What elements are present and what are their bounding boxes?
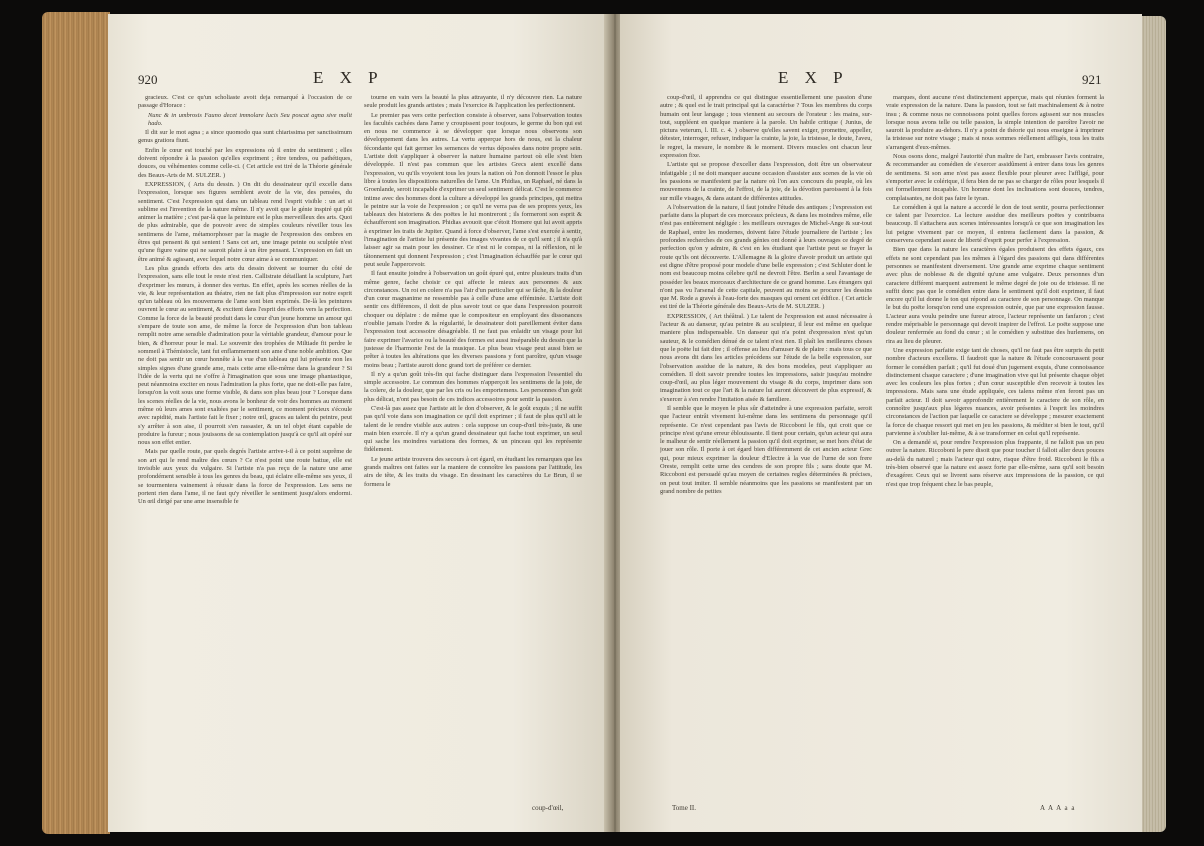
paragraph: A l'observation de la nature, il faut joindre l'étude des antiques ; l'expression est parfaite dans la plupart de ces morceaux précieux, & dans les moindres même, elle n'est pas entièrement négligée : les meilleurs ouvrages de Michel-Ange & sur-tout de Raphael, entre les modernes, doivent faire l'étude journaliere de l'artiste ; les profondes recherches de ces grands génies ont donné à leurs ouvrages ce degré de perfection qu'on y admire, & c'est en les étudiant que l'artiste peut se frayer la route qu'ils ont découverte. L'Allemagne & la gloire d'avoir produit un artiste qui est digne d'être proposé pour modele d'une belle expression ; c'est Schluter dont le nom est beaucoup moins célebre qu'il ne devroit l'être. Berlin a seul l'avantage de posséder les beaux morceaux d'architecture de ce grand homme. Les étrangers qui n'ont pas vu l'arsenal de cette capitale, peuvent au moins se procurer les dessins que M. Rode a gravés à l'eau-forte des masques qui ornent cet édifice. ( Cet article est tiré de la Théorie générale des Beaux-Arts de M. SULZER. ) (660, 203, 872, 311)
paragraph: Enfin le cœur est touché par les expressions où il entre du sentiment ; elles doivent répondre à la passion qu'elles expriment ; être tendres, ou pathétiques, douces, ou véhémentes comme celle-ci. ( Cet article est tiré de la Théorie générale des Beaux-Arts de M. SULZER. ) (138, 146, 352, 179)
paragraph: tourne en vain vers la beauté la plus attrayante, il n'y découvre rien. La nature seule produit les grands artistes ; mais l'exercice & l'application les perfectionnent. (364, 94, 582, 110)
paragraph: L'artiste qui se propose d'exceller dans l'expression, doit être un observateur infatigable ; il ne doit manquer aucune occasion d'assister aux scenes de la vie où les passions se manifestent par la nature où l'on aux concours du peuple, où les mouvemens de la crainte, de l'effroi, de la joie, de la dévotion paroissent à la fois sur mille visages, & dans autant de différentes attitudes. (660, 161, 872, 202)
right-page-number: 921 (1082, 72, 1102, 87)
right-page (620, 14, 1142, 832)
right-running-head: E X P (778, 68, 849, 87)
right-page-column-a (660, 94, 872, 800)
book-edge-right (1142, 16, 1166, 832)
paragraph: Il faut ensuite joindre à l'observation un goût épuré qui, entre plusieurs traits d'un même genre, fache choisir ce qui affecte le mieux aux personnes & aux circonstances. Un roi en colere n'a pas l'air d'un particulier qui se fâche, & la douleur d'un cœur magnanime ne ressemble pas à celle d'une ame efféminée. L'artiste doit sentir ces différences, il doit de plus savoir tout ce que dans l'expression pourroit choquer ou déplaire : de même que le compositeur en employant des dissonances n'oublie jamais l'ordre & la régularité, le dessinateur doit pareillement éviter dans l'expression tout accessoire désagréable. Il ne faut pas enlaidir un visage pour lui faire exprimer l'avarice ou la beauté des formes est aussi inséparable du dessin que la justesse de l'harmonie l'est de la musique. Le plus beau visage peut aussi bien se prêter à toutes les altérations que les diverses passions y font paroître, qu'un visage moins beau ; l'artiste auroit donc grand tort de préférer ce dernier. (364, 270, 582, 369)
paragraph: Bien que dans la nature les caractères égales produisent des effets égaux, ces effets ne sont cependant pas les mêmes à l'égard des passions qui dans différentes personnes se manifestent diversement. Une grande ame exprime chaque sentiment avec plus de noblesse & de dignité qu'une ame vulgaire. Deux personnes d'un caractere différent marquent autrement le même degré de joie ou de tristesse. Il ne suffit donc pas que le comédien entre dans le sentiment qu'il doit exprimer, il faut encore qu'il lui donne le ton qui répond au caractere de son personnage. On manque le but du poëte lorsqu'on rend une expression outrée, que par une expression fausse. L'acteur aura voulu peindre une fureur atroce, l'acteur représente un fanfaron ; c'est rendre méprisable le personnage qui devoit inspirer de l'effroi. Le poëte suppose une douleur renfermée au fond du cœur ; si le comédien y substitue des hurlemens, on rira au lieu de pleurer. (886, 246, 1104, 345)
paragraph: Il dit sur le mot agna ; a since quomodo qua sunt chiarissima per sanctissimum genus gratiora fiunt. (138, 129, 352, 145)
paragraph: Une expression parfaite exige tant de choses, qu'il ne faut pas être surpris du petit nombre d'acteurs excellens. Il faudroit que la nature & l'étude concourussent pour former le comédien parfait ; qu'il fut doué d'un jugement exquis, d'une connoissance distinctement chaque caractere ; d'une imagination vive qui lui présente chaque objet avec les couleurs les plus fortes ; d'un cœur susceptible d'en recevoir à toutes les impressions. Mais sans une étude appliquée, ces talens même n'en feront pas un parfait acteur. Il doit savoir approfondir entièrement le caractere de son rôle, en connoître jusqu'aux plus légeres nuances, avoir présentes à l'esprit les moindres circonstances de l'action par laquelle ce caractere se développe ; mesurer exactement la force de chaque ressort qui met en jeu les passions, & méditer si bien le tout, qu'il parvienne à s'oublier lui-même, & à se transformer en celui qu'il représente. (886, 346, 1104, 437)
paragraph: EXPRESSION, ( Arts du dessin. ) On dit du dessinateur qu'il excelle dans l'expression, lorsque ses figures semblent avoir de la vie, des pensées, du sentiment. C'est l'expression qui dans un tableau rend l'esprit visible : un art si sublime est l'invention de la nature même. Il n'y avoit que le génie inspiré qui pût animer la matière ; c'est par-là que la peinture est le plus merveilleux des arts. Quoi de plus admirable, que de pouvoir avec de simples couleurs réveiller tous les sentimens de l'ame, métamorphoser par la magie de l'expression des ombres en êtres qui pensent & qui sentent ! Sans cet art, une image peinte ou sculptée n'est qu'une figure vaine qui ne sauroit plaire à un être pensant. L'expression en fait un être animé & agissant, avec lequel notre cœur aime à se communiquer. (138, 180, 352, 263)
left-page-column-b (364, 94, 582, 800)
paragraph: Le jeune artiste trouvera des secours à cet égard, en étudiant les remarques que les grands maîtres ont faites sur la maniere de connoître les passions par l'attitude, les airs de tête, & les traits du visage. En dessinant les caractères du Le Brun, il se formera le (364, 455, 582, 488)
paragraph: Il semble que le moyen le plus sûr d'atteindre à une expression parfaite, seroit que l'acteur entrât vivement lui-même dans les sentimens du personnage qu'il représente. Ce n'est cependant pas l'avis de Riccoboni le fils, qui croit que ce principe n'est qu'une erreur éblouissante. Il tient pour certain, qu'un acteur qui aura le malheur de sentir réellement la passion qu'il doit exprimer, se met hors d'état de jouer son rôle. Il porte à cet égard bien différemment de cet ancien acteur Grec qui, pour mieux exprimer la douleur d'Electre à la vue de l'urne de son frere Oreste, remplit cette urne des cendres de son propre fils ; sans doute que M. Riccoboni est persuadé qu'au moyen de certaines regles déterminées & précises, on peut tout imiter. Il semble néanmoins que les passions se manifestent par un grand nombre de petites (660, 404, 872, 495)
paragraph: C'est-là pas assez que l'artiste ait le don d'observer, & le goût exquis ; il ne suffit pas qu'il voie dans son imagination ce qu'il doit exprimer ; il faut de plus qu'il ait le talent de le rendre visible aux autres : cela suppose un coup-d'œil très-juste, & une main bien exercée. Il n'y a qu'un grand dessinateur qui fache tout exprimer, un seul qui sache les moindres variations des formes, & un pinceau qui les représente fidèlement. (364, 404, 582, 454)
right-gathering-signature: A A A a a (1040, 804, 1076, 812)
paragraph: Mais par quelle route, par quels degrés l'artiste arrive-t-il à ce point suprême de son art qui le rend maître des cœurs ? Ce n'est point une route battue, elle est invisible aux yeux du vulgaire. Si l'artiste n'a pas reçu de la nature une ame profondément sensible à tous les genres du beau, qui éclaire elle-même ses yeux, il se tourmentera vainement à réussir dans la force de l'expression. Les sens ne portent rien dans l'ame, il ne faut qu'y réveiller le sentiment jusqu'alors endormi. Un œil dirigé par une ame insensible fe (138, 448, 352, 506)
paragraph: Il n'y a qu'un goût très-fin qui fache distinguer dans l'expression l'essentiel du simple accessoire. Le commun des hommes n'apperçoit les sentimens de la joie, de la colere, de la douleur, que par les cris ou les emportemens. Les personnes d'un goût plus délicat, n'ont pas besoin de ces indices accessoires pour sentir la passion. (364, 370, 582, 403)
paragraph: Nous osons donc, malgré l'autorité d'un maître de l'art, embrasser l'avis contraire, & recommander au comédien de s'exercer assidûment à entrer dans tous les genres de sentimens. Si son ame n'est pas assez flexible pour pleurer avec l'affligé, pour s'emporter avec le colérique, il fera bien de ne pas se charger de rôles pour lesquels il est formellement incapable. Un homme dont les inclinations sont douces, tendres, complaisantes, ne doit pas faire le tyran. (886, 153, 1104, 202)
left-page (108, 14, 614, 832)
paragraph: Les plus grands efforts des arts du dessin doivent se tourner du côté de l'expression, sans elle tout le reste n'est rien. Callistrate détaillant la sculpture, l'art d'exprimer les mœurs, à donner des vertus. En effet, après les scenes réelles de la vie, & leur représentation au théatre, rien ne fait plus d'impression sur notre esprit qu'un tableau où les mouvemens de l'ame sont bien exprimés. De-là les peintures ouvrent le cœur au sentiment, & excitent dans l'esprit des efforts vers la perfection. Comme la force de la beauté produit dans le cœur d'un jeune homme un amour qui s'empare de toute son ame, de même la force de l'expression d'un bon tableau remplit notre ame sensible d'admiration pour la véritable grandeur, d'amour pour le bien, & d'horreur pour le mal. Le souvenir des trophées de Miltiade fit perdre le sommeil à Thémistocle, tant fut enflammement son ame d'une noble ambition. Que ne doit pas sentir un cœur honnête à la vue d'un tableau qui lui présente non les simples signes d'une grande ame, mais cette ame elle-même dans la grandeur ? Si l'idée de la vertu qui ne s'offre à l'imagination que sous une image phantastique, peut néanmoins exciter en nous l'admiration la plus forte, que ne doit-elle pas faire, lorsqu'on la voit sous une forme visible, & dans son plus beau jour ? Lorsque dans les scenes réelles de la vie, nous avons le bonheur de voir des hommes au moment même où leurs ames sont exaltées par le sentiment, ce moment précieux s'écoule avec rapidité, mais l'artiste fait le fixer ; notre œil, graces au talent du peintre, peut s'y arrêter à son aise, il pourroit s'en rassasier, & un tel objet étant capable de produire la fureur ; nous jouissons de sa contemplation jusqu'à ce qu'il ait opéré sur nous son effet entier. (138, 264, 352, 447)
left-catchword: coup-d'œil, (532, 804, 564, 812)
book-edge-left (42, 12, 110, 834)
paragraph: coup-d'œil, il apprendra ce qui distingue essentiellement une passion d'une autre ; & quel est le trait principal qui la caractérise ? Tous les membres du corps humain ont leur langage ; tous viennent au secours de l'orateur : les mains, sur-tout, suppléent en quelque maniere à la parole. Un habile critique ( Junius, de pictura veterum, l. III. c. 4. ) observe qu'elles savent exiger, promettre, appeller, détester, interroger, refuser, indiquer la crainte, la joie, la tristesse, le doute, l'aveu, le regret, la mesure, le nombre & le moment. Divers muscles ont chacun leur expression fixe. (660, 94, 872, 160)
left-page-column-a (138, 94, 352, 800)
paragraph: Le premier pas vers cette perfection consiste à observer, sans l'observation toutes les facultés cachées dans l'ame y croupissent pour toujours, le germe du bon qui est en nous ne commence à se développer que lorsque nous observons son développement dans les autres. La vertu apperçue hors de nous, est la chaleur fécondante qui fait germer les semences de vertus déposées dans notre propre sein. L'artiste doit s'appliquer à observer la nature humaine partout où elle s'est bien développée. Il n'est pas commun que les artistes Grecs aient excellé dans l'expression, vu qu'ils voyoient tous les jours la nation où l'on donnoit l'essor le plus libre à toutes les dispositions naturelles de l'ame. Un Phidias, un Raphael, né dans la Groenlande, seroit incapable d'exprimer un seul sentiment délicat. C'est le commerce intime avec des hommes dont la culture a développé les grands principes, qui mettra le peintre sur la voie de l'expression ; ce qu'il ne verra pas de ses propres yeux, les tableaux des historiens & des poëtes le lui montreront ; ils formeront son esprit & échaufferont son imagination. Phidias avouoit que c'étoit Homere qui lui avoit appris à exprimer les traits de Jupiter. Quand à force d'observer, l'ame s'est exercée à sentir, l'imagination de l'artiste lui présente des images vivantes de ce qu'il sent ; il n'a qu'à laisser agir sa main pour les dessiner. Ce n'est ni le compas, ni la réflexion, ni le tâtonnement qui donnent l'expression ; c'est l'imagination échauffée par le cœur qui peut seule l'appercevoir. (364, 111, 582, 268)
right-volume-signature: Tome II. (672, 804, 697, 812)
left-running-head: E X P (313, 68, 384, 87)
paragraph: Le comédien à qui la nature a accordé le don de tout sentir, pourra perfectionner ce talent par l'exercice. La lecture assidue des meilleurs poëtes y contribuera beaucoup. Il s'attachera aux scenes intéressantes lorsqu'à ce que son imagination les lui peigne vivement par ce moyen, il entrera facilement dans la passion, & conservera cependant assez de liberté d'esprit pour perfer à l'expression. (886, 203, 1104, 245)
paragraph: gracieux. C'est ce qu'un scholiaste avoit deja remarqué à l'occasion de ce passage d'Horace : (138, 94, 352, 110)
right-page-column-b (886, 94, 1104, 800)
left-page-number: 920 (138, 72, 158, 87)
quotation: Nunc & in umbrosis Fauno decet immolare lucis Seu poscat agna sive malit hado. (148, 111, 352, 127)
paragraph: On a demandé si, pour rendre l'expression plus frappante, il ne falloit pas un peu outrer la nature. Riccoboni le pere disoit que pour toucher il falloit aller deux pouces au-delà du naturel ; mais l'acteur qui outre, risque d'être froid. Riccoboni le fils a très-bien observé que la nature est assez forte par elle-même, sans qu'il soit besoin d'exagérer. Ceux qui se livrent sans réserve aux impressions de la passion, ce qui n'est que trop fréquent chez le bas peuple, (886, 439, 1104, 488)
paragraph: EXPRESSION, ( Art théâtral. ) Le talent de l'expression est aussi nécessaire à l'acteur & au danseur, qu'au peintre & au sculpteur, il leur est même en quelque maniere plus indispensable. Un danseur qui n'a point d'expression n'est qu'un sauteur, & le comédien dénué de ce talent n'est rien. Il plaît les meilleures choses que le poëte lui fait dire ; il offense au lieu d'amuser & de plaire : mais tous ce que nous avons dit dans les articles précédens sur l'étude de la belle expression, sur l'observation assidue de la nature, & des bons modeles, peut s'appliquer au comédien. Il doit savoir prendre toutes les impressions, saisir jusqu'au moindre coup-d'œil, au plus léger mouvement du visage & du corps, imprimer dans son imagination tout ce que l'art & la nature lui auront découvert de plus expressif, & s'exercer à s'en rendre l'imitation aisée & familiere. (660, 312, 872, 403)
paragraph: marques, dont aucune n'est distinctement apperçue, mais qui réunies forment la vraie expression de la nature. Dans la passion, tout se fait machinalement & à notre insu ; & comme nous ne connoissons point quelles forces agissent sur nos muscles lorsque nous avons telle ou telle passion, la simple intention de paroître l'avoir ne sauroit la produire au-dehors. Il n'y a point de théorie qui nous enseigne à imprimer la tristesse sur notre visage ; mais si nous sommes réellement affligés, tous les traits s'arrangent d'eux-mêmes. (886, 94, 1104, 151)
open-book (42, 6, 1166, 840)
